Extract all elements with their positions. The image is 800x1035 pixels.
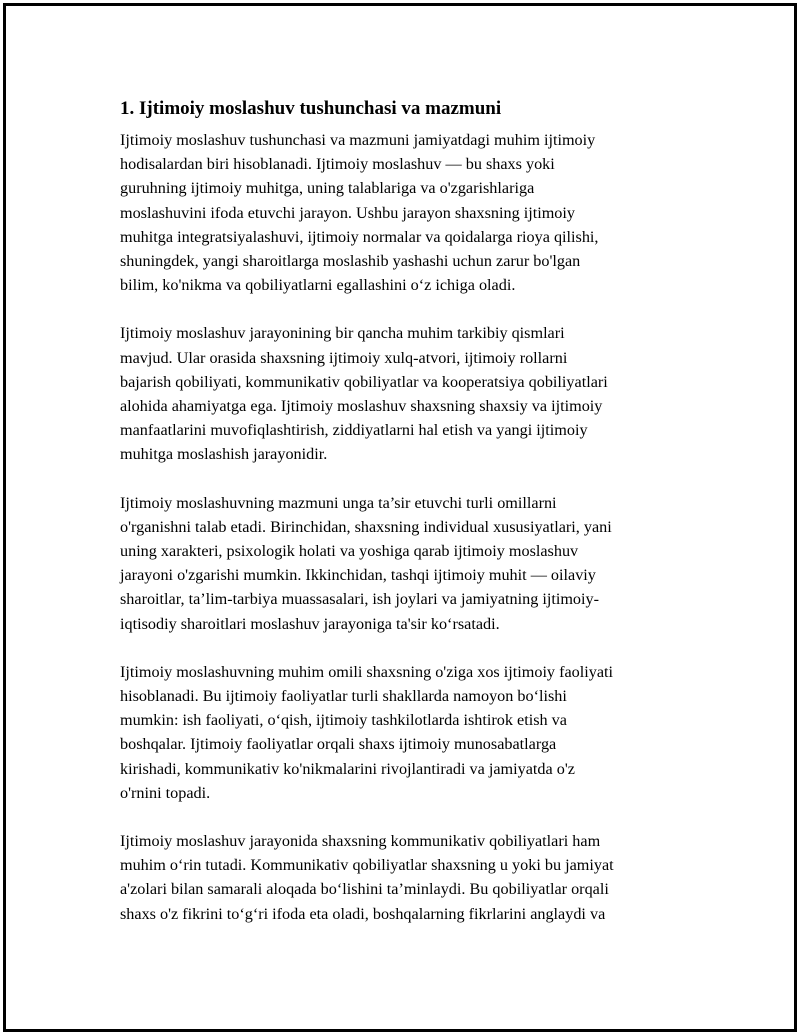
document-page bbox=[3, 3, 797, 1032]
document-body bbox=[120, 94, 690, 950]
paragraph-line: mumkin: ish faoliyati, o‘qish, ijtimoiy tashkilotlarda ishtirok etish va bbox=[120, 711, 567, 730]
paragraph-line: Ijtimoiy moslashuvning muhim omili shaxsning o'ziga xos ijtimoiy faoliyati bbox=[120, 662, 614, 681]
paragraph-line: muhim o‘rin tutadi. Kommunikativ qobiliyatlar shaxsning u yoki bu jamiyat bbox=[120, 856, 614, 875]
paragraph-line: mavjud. Ular orasida shaxsning ijtimoiy xulq-atvori, ijtimoiy rollarni bbox=[120, 348, 568, 367]
paragraph-line: hodisalardan biri hisoblanadi. Ijtimoiy moslashuv — bu shaxs yoki bbox=[120, 155, 555, 174]
paragraph-list bbox=[120, 128, 690, 926]
paragraph bbox=[120, 128, 690, 297]
paragraph-line: kirishadi, kommunikativ ko'nikmalarini rivojlantiradi va jamiyatda o'z bbox=[120, 759, 575, 778]
paragraph-line: sharoitlar, ta’lim-tarbiya muassasalari, ish joylari va jamiyatning ijtimoiy- bbox=[120, 590, 600, 609]
paragraph bbox=[120, 491, 690, 636]
paragraph-line: Ijtimoiy moslashuv jarayonining bir qancha muhim tarkibiy qismlari bbox=[120, 324, 565, 343]
paragraph-line: o'rnini topadi. bbox=[120, 783, 211, 802]
paragraph-line: manfaatlarini muvofiqlashtirish, ziddiyatlarni hal etish va yangi ijtimoiy bbox=[120, 421, 588, 440]
paragraph bbox=[120, 660, 690, 805]
paragraph-line: shuningdek, yangi sharoitlarga moslashib yashashi uchun zarur bo'lgan bbox=[120, 252, 581, 271]
paragraph-line: o'rganishni talab etadi. Birinchidan, shaxsning individual xususiyatlari, yani bbox=[120, 517, 612, 536]
paragraph-line: hisoblanadi. Bu ijtimoiy faoliyatlar turli shakllarda namoyon bo‘lishi bbox=[120, 687, 567, 706]
paragraph-line: uning xarakteri, psixologik holati va yoshiga qarab ijtimoiy moslashuv bbox=[120, 542, 579, 561]
paragraph-line: shaxs o'z fikrini to‘g‘ri ifoda eta oladi, boshqalarning fikrlarini anglaydi va bbox=[120, 904, 606, 923]
paragraph-line: moslashuvini ifoda etuvchi jarayon. Ushbu jarayon shaxsning ijtimoiy bbox=[120, 203, 575, 222]
paragraph-line: iqtisodiy sharoitlari moslashuv jarayoniga ta'sir ko‘rsatadi. bbox=[120, 614, 500, 633]
section-heading: 1. Ijtimoiy moslashuv tushunchasi va mazmuni bbox=[120, 98, 502, 119]
paragraph-line: boshqalar. Ijtimoiy faoliyatlar orqali shaxs ijtimoiy munosabatlarga bbox=[120, 735, 557, 754]
paragraph-line: a'zolari bilan samarali aloqada bo‘lishini ta’minlaydi. Bu qobiliyatlar orqali bbox=[120, 880, 609, 899]
paragraph-line: Ijtimoiy moslashuv jarayonida shaxsning kommunikativ qobiliyatlari ham bbox=[120, 832, 601, 851]
paragraph-line: alohida ahamiyatga ega. Ijtimoiy moslashuv shaxsning shaxsiy va ijtimoiy bbox=[120, 397, 603, 416]
paragraph bbox=[120, 321, 690, 466]
paragraph-line: muhitga moslashish jarayonidir. bbox=[120, 445, 328, 464]
paragraph-line: jarayoni o'zgarishi mumkin. Ikkinchidan, tashqi ijtimoiy muhit — oilaviy bbox=[120, 566, 596, 585]
paragraph-line: bilim, ko'nikma va qobiliyatlarni egallashini o‘z ichiga oladi. bbox=[120, 276, 516, 295]
paragraph-line: muhitga integratsiyalashuvi, ijtimoiy normalar va qoidalarga rioya qilishi, bbox=[120, 227, 599, 246]
paragraph-line: bajarish qobiliyati, kommunikativ qobiliyatlar va kooperatsiya qobiliyatlari bbox=[120, 372, 608, 391]
paragraph-line: Ijtimoiy moslashuv tushunchasi va mazmuni jamiyatdagi muhim ijtimoiy bbox=[120, 131, 596, 149]
paragraph-line: Ijtimoiy moslashuvning mazmuni unga ta’sir etuvchi turli omillarni bbox=[120, 493, 557, 512]
paragraph bbox=[120, 829, 690, 926]
paragraph-line: guruhning ijtimoiy muhitga, uning talablariga va o'zgarishlariga bbox=[120, 179, 535, 198]
